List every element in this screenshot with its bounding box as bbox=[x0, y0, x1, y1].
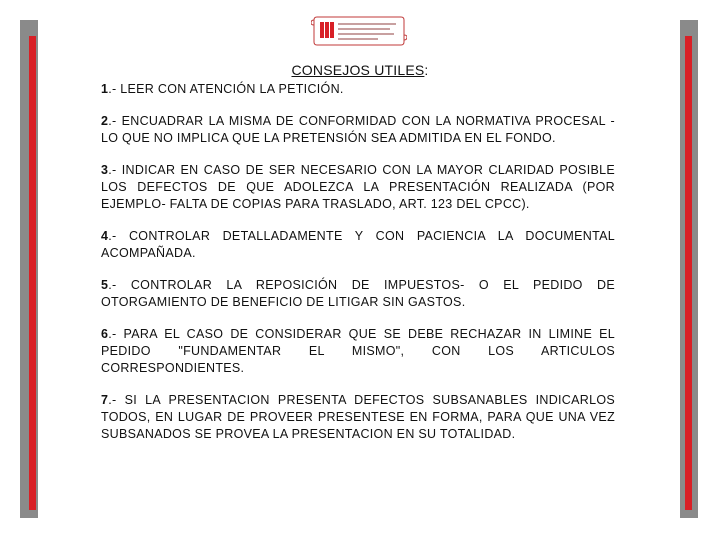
title-colon: : bbox=[424, 62, 429, 78]
tip-separator: .- bbox=[108, 114, 122, 128]
tip-item bbox=[101, 228, 615, 262]
title-text: CONSEJOS UTILES bbox=[291, 62, 425, 78]
tip-separator: .- bbox=[108, 82, 121, 96]
tip-separator: .- bbox=[108, 163, 122, 177]
tip-item bbox=[101, 113, 615, 147]
tip-separator: .- bbox=[108, 229, 129, 243]
tip-number: 6 bbox=[101, 327, 109, 341]
tip-number: 4 bbox=[101, 229, 109, 243]
tip-text: LEER CON ATENCIÓN LA PETICIÓN. bbox=[120, 82, 344, 96]
tip-text: ENCUADRAR LA MISMA DE CONFORMIDAD CON LA NORMATIVA PROCESAL -LO QUE NO IMPLICA QUE LA PRETENSIÓN SEA ADMITIDA EN EL FONDO. bbox=[101, 114, 615, 145]
tip-text: SI LA PRESENTACION PRESENTA DEFECTOS SUBSANABLES INDICARLOS TODOS, EN LUGAR DE PROVEER PRESENTESE EN FORMA, PARA QUE UNA VEZ SUBSANADOS SE PROVEA LA PRESENTACION EN SU TOTALIDAD. bbox=[101, 393, 615, 441]
institution-logo-icon bbox=[311, 12, 407, 48]
tip-separator: .- bbox=[108, 327, 124, 341]
tip-separator: .- bbox=[108, 393, 125, 407]
page-title bbox=[0, 62, 720, 78]
tip-number: 1 bbox=[101, 82, 109, 96]
tip-text: CONTROLAR LA REPOSICIÓN DE IMPUESTOS- O EL PEDIDO DE OTORGAMIENTO DE BENEFICIO DE LITIGAR SIN GASTOS. bbox=[101, 278, 615, 309]
tips-list bbox=[101, 81, 615, 458]
tip-text: CONTROLAR DETALLADAMENTE Y CON PACIENCIA LA DOCUMENTAL ACOMPAÑADA. bbox=[101, 229, 615, 260]
right-frame-bar bbox=[680, 20, 698, 518]
tip-item bbox=[101, 162, 615, 213]
right-red-accent bbox=[685, 36, 692, 510]
tip-item bbox=[101, 326, 615, 377]
tip-separator: .- bbox=[108, 278, 131, 292]
tip-text: PARA EL CASO DE CONSIDERAR QUE SE DEBE RECHAZAR IN LIMINE EL PEDIDO "FUNDAMENTAR EL MISMO", CON LOS ARTICULOS CORRESPONDIENTES. bbox=[101, 327, 616, 375]
left-frame-bar bbox=[20, 20, 38, 518]
tip-number: 2 bbox=[101, 114, 109, 128]
tip-number: 5 bbox=[101, 278, 109, 292]
tip-number: 3 bbox=[101, 163, 109, 177]
tip-item bbox=[101, 392, 615, 443]
tip-number: 7 bbox=[101, 393, 109, 407]
left-red-accent bbox=[29, 36, 36, 510]
tip-item bbox=[101, 277, 615, 311]
tip-item bbox=[101, 81, 615, 98]
tip-text: INDICAR EN CASO DE SER NECESARIO CON LA MAYOR CLARIDAD POSIBLE LOS DEFECTOS DE QUE ADOLEZCA LA PRESENTACIÓN REALIZADA (POR EJEMPLO- FALTA DE COPIAS PARA TRASLADO, ART. 123 DEL CPCC). bbox=[101, 163, 615, 211]
